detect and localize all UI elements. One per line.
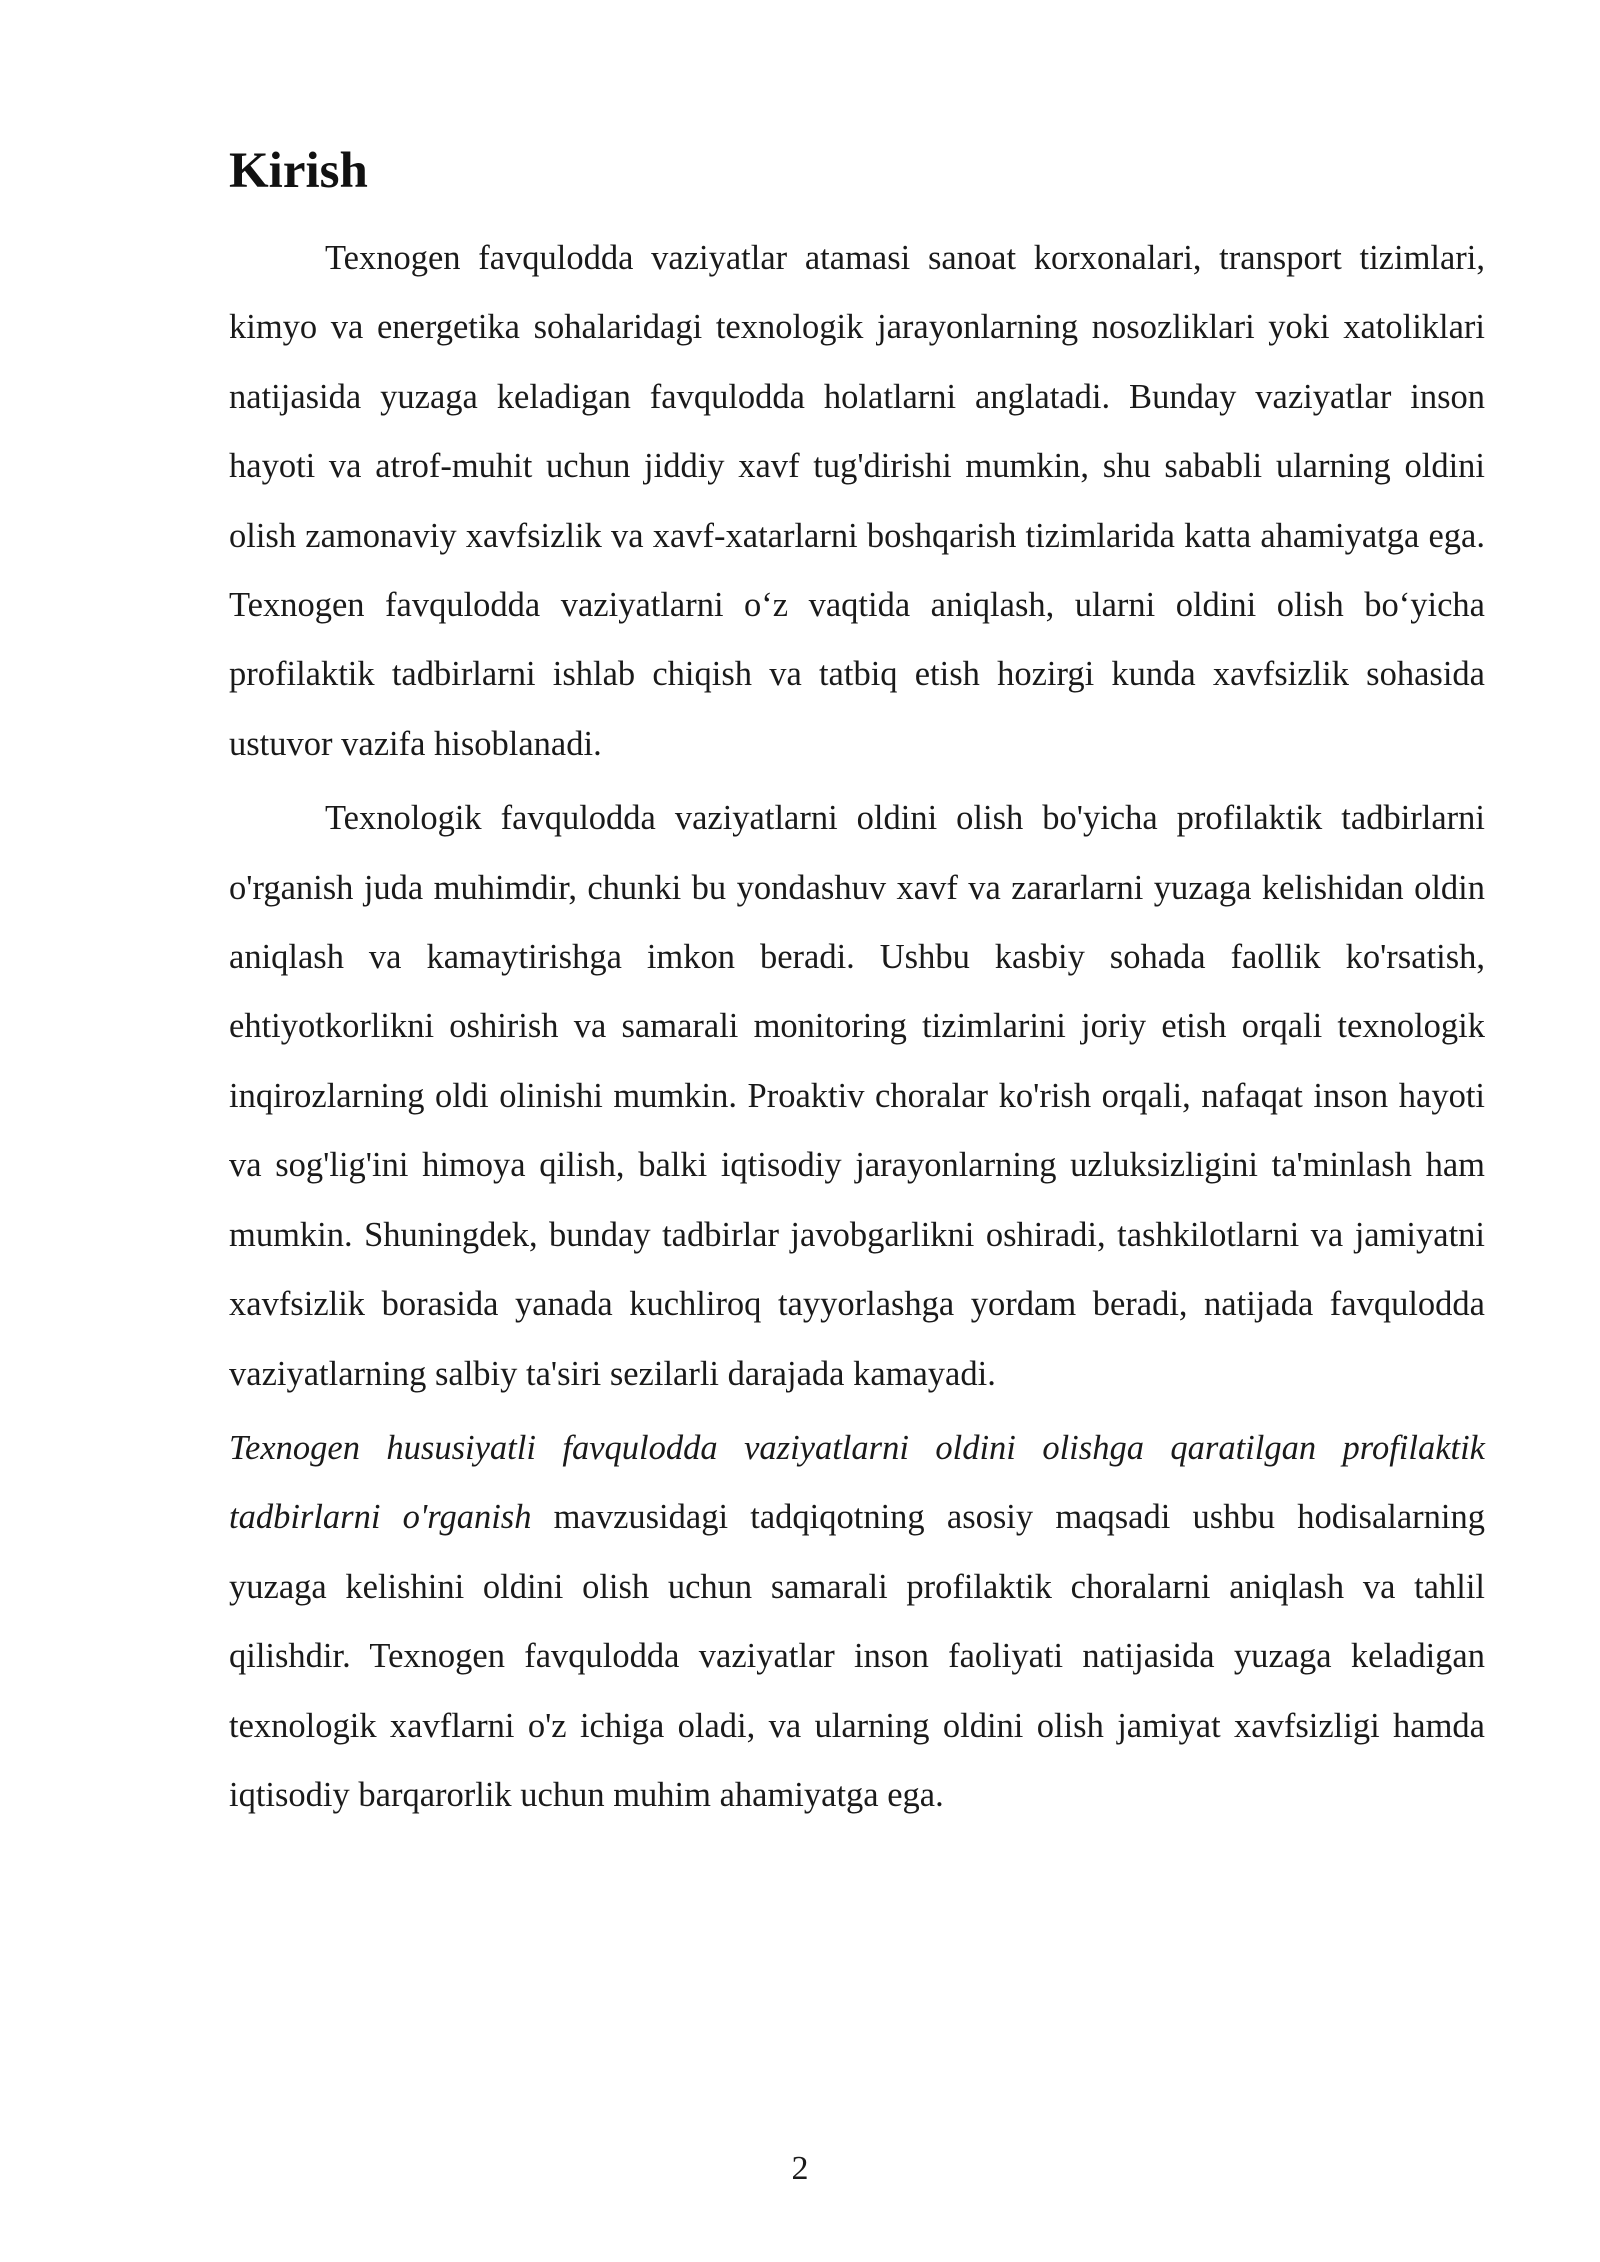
section-heading: Kirish (229, 143, 368, 199)
page-number: 2 (791, 2150, 809, 2187)
paragraph-3-italic-topic: Texnogen hususiyatli favqulodda vaziyatlarni oldini olishga qaratilgan profilaktik tadbirlarni o'rganish (229, 1428, 1485, 1537)
paragraph-3-text: mavzusidagi tadqiqotning asosiy maqsadi ushbu hodisalarning yuzaga kelishini oldini olish uchun samarali profilaktik choralarni aniqlash va tahlil qilishdir. Texnogen favqulodda vaziyatlar inson faoliyati natijasida yuzaga keladigan texnologik xavflarni o'z ichiga oladi, va ularning oldini olish jamiyat xavfsizligi hamda iqtisodiy barqarorlik uchun muhim ahamiyatga ega. (229, 1498, 1485, 1814)
paragraph-1: Texnogen favqulodda vaziyatlar atamasi sanoat korxonalari, transport tizimlari, kimyo va energetika sohalaridagi texnologik jarayonlarning nosozliklari yoki xatoliklari natijasida yuzaga keladigan favqulodda holatlarni anglatadi. Bunday vaziyatlar inson hayoti va atrof-muhit uchun jiddiy xavf tug'dirishi mumkin, shu sababli ularning oldini olish zamonaviy xavfsizlik va xavf-xatarlarni boshqarish tizimlarida katta ahamiyatga ega. Texnogen favqulodda vaziyatlarni o‘z vaqtida aniqlash, ularni oldini olish bo‘yicha profilaktik tadbirlarni ishlab chiqish va tatbiq etish hozirgi kunda xavfsizlik sohasida ustuvor vazifa hisoblanadi. (229, 239, 1485, 763)
paragraph-3 (229, 1414, 1485, 1830)
page-content (229, 128, 1485, 1830)
paragraph-2: Texnologik favqulodda vaziyatlarni oldini olish bo'yicha profilaktik tadbirlarni o'rganish juda muhimdir, chunki bu yondashuv xavf va zararlarni yuzaga kelishidan oldin aniqlash va kamaytirishga imkon beradi. Ushbu kasbiy sohada faollik ko'rsatish, ehtiyotkorlikni oshirish va samarali monitoring tizimlarini joriy etish orqali texnologik inqirozlarning oldi olinishi mumkin. Proaktiv choralar ko'rish orqali, nafaqat inson hayoti va sog'lig'ini himoya qilish, balki iqtisodiy jarayonlarning uzluksizligini ta'minlash ham mumkin. Shuningdek, bunday tadbirlar javobgarlikni oshiradi, tashkilotlarni va jamiyatni xavfsizlik borasida yanada kuchliroq tayyorlashga yordam beradi, natijada favqulodda vaziyatlarning salbiy ta'siri sezilarli darajada kamayadi. (229, 799, 1485, 1393)
